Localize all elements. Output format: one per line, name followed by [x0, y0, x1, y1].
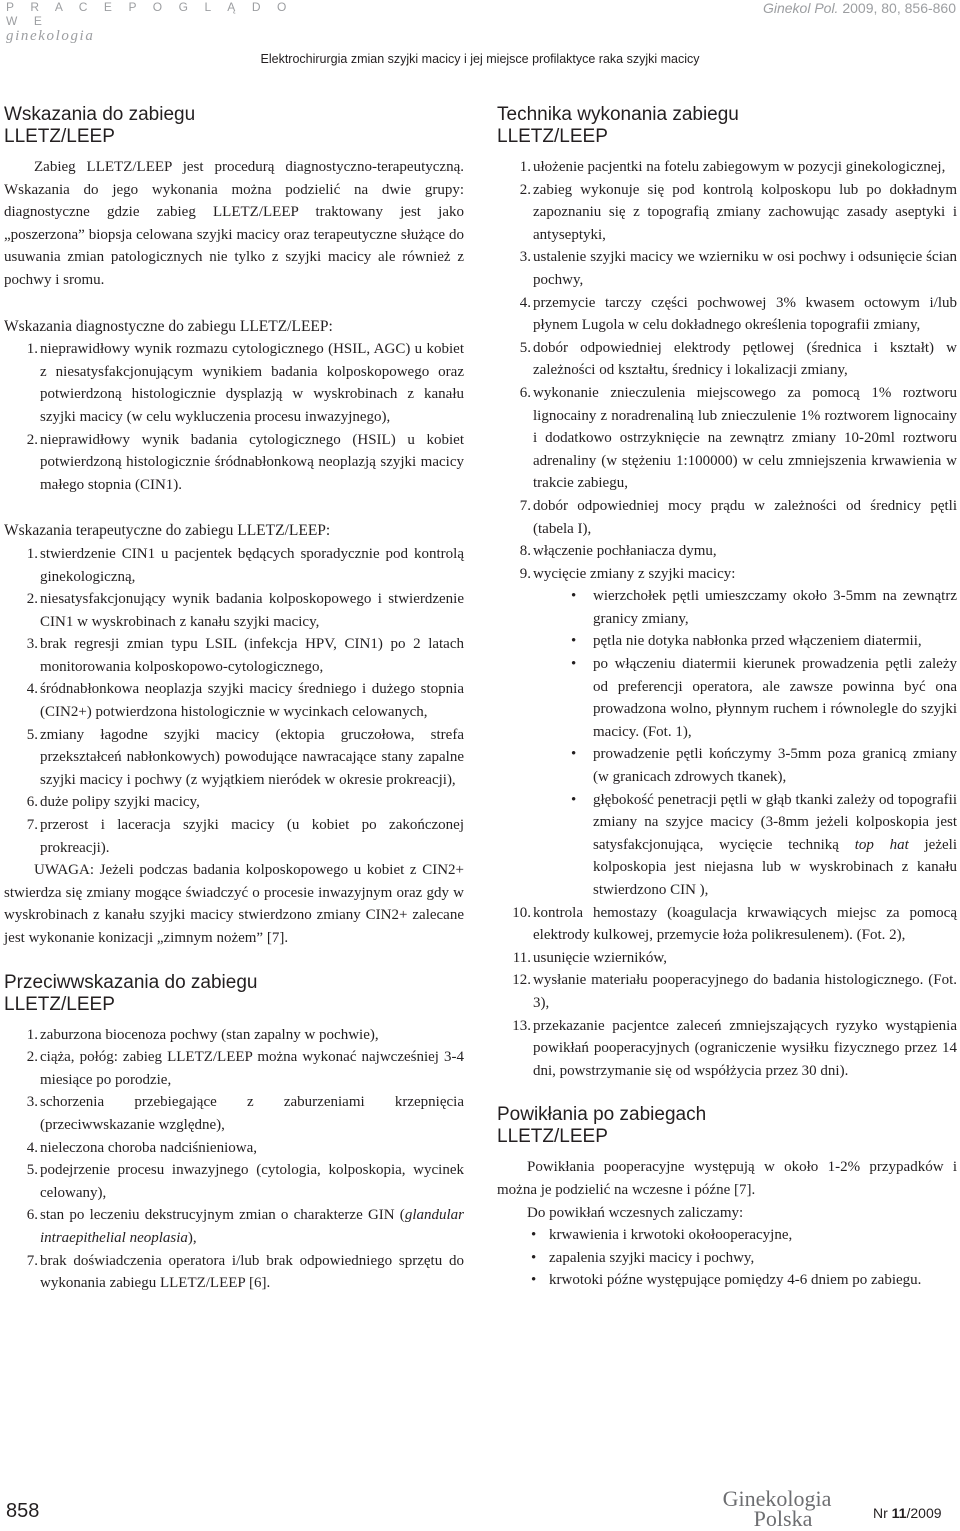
list-item: 13. przekazanie pacjentce zaleceń zmniejszających ryzyko wystąpienia powikłań pooperacyjnych (ograniczenie wysiłku fizycznego przez 14 dni, powstrzymanie się od współżycia przez 30 dni). [512, 1017, 957, 1079]
list-item: 5. dobór odpowiedniej elektrody pętlowej (średnica i kształt) w zależności od kształtu, średnicy i lokalizacji zmiany, [519, 339, 957, 379]
bullet-icon: • [571, 588, 577, 605]
list-item: 1. zaburzona biocenoza pochwy (stan zapalny w pochwie), [26, 1026, 379, 1043]
warning-note: UWAGA: Jeżeli podczas badania kolposkopowego u kobiet z CIN2+ stwierdza się zmiany mogące świadczyć o procesie inwazyjnym oraz gdy w wyskrobinach z kanału szyjki macicy stwierdzono zmiany CIN2+ zalecane jest wykonanie konizacji „zimnym nożem” [7]. [4, 862, 464, 946]
section-title-complications [497, 1104, 957, 1148]
list-item: 10. kontrola hemostazy (koagulacja krwawiących miejsc za pomocą elektrody kulkowej, przemycie łoża polikresulenem). (Fot. 2), [512, 904, 957, 944]
technique-list-continued [497, 902, 957, 1083]
list-item: 2. ciąża, połóg: zabieg LLETZ/LEEP można wykonać najwcześniej 3-4 miesiące po porodzie, [26, 1049, 464, 1088]
citation-details: 2009, 80, 856-860 [838, 0, 956, 16]
italic-term: glandular intraepithelial neoplasia [40, 1207, 464, 1246]
citation-journal: Ginekol Pol. [762, 0, 839, 16]
list-item: 12. wysłanie materiału pooperacyjnego do badania histologicznego. (Fot. 3), [512, 972, 957, 1011]
diagnostic-indications-title: Wskazania diagnostyczne do zabiegu LLETZ/LEEP: [4, 317, 333, 335]
section-title-line-2: LLETZ/LEEP [497, 1126, 608, 1148]
indications-paragraph: Zabieg LLETZ/LEEP jest procedurą diagnostyczno-terapeutyczną. Wskazania do jego wykonania można podzielić na dwie grupy: diagnostyczne gdzie zabieg LLETZ/LEEP traktowany jest jako „poszerzona” biopsja celowana szyjki macicy oraz terapeutyczne służące do usuwania zmian patologicznych nie tylko z szyjki macicy ale również z pochwy i sromu. [4, 159, 464, 288]
list-item: 6. wykonanie znieczulenia miejscowego za pomocą 1% roztworu lignocainy z noradrenaliną lub znieczulenie 1% roztworem lignocainy i dodatkowo ostrzyknięcie na zewnątrz zmiany 10-20ml roztworu adrenaliny (w stężeniu 1:100000) w celu zmniejszenia krwawienia w trakcie zabiegu, [519, 384, 957, 492]
section-title-line-1: Wskazania do zabiegu [4, 104, 196, 125]
series-label: P R A C E P O G L Ą D O W E [6, 0, 293, 28]
bullet-icon: • [531, 1227, 537, 1244]
bullet-icon: • [571, 633, 577, 650]
list-item: • prowadzenie pętli kończymy 3-5mm poza granicą zmiany (w granicach zdrowych tkanek), [557, 743, 957, 788]
issue-num: 11 [891, 1505, 907, 1521]
list-item: • krwotoki późne występujące pomiędzy 4-6 dniem po zabiegu. [529, 1269, 957, 1292]
bullet-icon: • [571, 656, 577, 673]
italic-term: top hat [854, 836, 909, 853]
journal-label: ginekologia [6, 28, 95, 44]
bullet-icon: • [571, 746, 577, 763]
logo-line-1: Ginekologia [722, 1486, 832, 1511]
list-item: 7. przerost i laceracja szyjki macicy (u kobiet po zakończonej prokreacji). [26, 817, 464, 856]
header-series-block [6, 0, 306, 45]
list-item: 6. stan po leczeniu dekstrucyjnym zmian o charakterze GIN (glandular intraepithelial neoplasia), [26, 1207, 464, 1246]
page-number: 858 [6, 1500, 40, 1522]
bullet-icon: • [531, 1272, 537, 1289]
therapeutic-indications-title: Wskazania terapeutyczne do zabiegu LLETZ/LEEP: [4, 522, 331, 540]
list-item: 4. przemycie tarczy części pochwowej 3% kwasem octowym i/lub płynem Lugola w celu dokładnego określenia topografii zmiany, [519, 294, 957, 334]
citation [763, 0, 956, 16]
bullet-icon: • [531, 1249, 537, 1266]
section-title-contraindications [4, 972, 464, 1016]
contraindications-list [4, 1024, 464, 1295]
list-item: 9. wycięcie zmiany z szyjki macicy: [519, 565, 736, 582]
list-item: 4. nieleczona choroba nadciśnieniowa, [26, 1139, 257, 1156]
technique-list [497, 156, 957, 585]
running-title: Elektrochirurgia zmian szyjki macicy i jej miejsce profilaktyce raka szyjki macicy [260, 52, 700, 66]
list-item: 1. nieprawidłowy wynik rozmazu cytologicznego (HSIL, AGC) u kobiet z niesatysfakcjonującym wynikiem badania kolposkopowego oraz potwierdzoną histologicznie dysplazją w wyskrobinach z kanału szyjki macicy (w celu wykluczenia procesu inwazyjnego), [26, 341, 464, 425]
list-item: • wierzchołek pętli umieszczamy około 3-5mm na zewnątrz granicy zmiany, [557, 585, 957, 630]
section-title-line-2: LLETZ/LEEP [4, 126, 115, 147]
section-title-technique [497, 104, 957, 148]
list-item: 5. zmiany łagodne szyjki macicy (ektopia gruczołowa, strefa przekształceń nabłonkowych) powodujące nawracające stany zapalne szyjki macicy i pochwy (z wyjątkiem nieródek w okresie prokreacji), [26, 726, 464, 788]
early-complications-list [497, 1224, 957, 1292]
list-item: 5. podejrzenie procesu inwazyjnego (cytologia, kolposkopia, wycinek celowany), [26, 1162, 464, 1201]
list-item: 3. ustalenie szyjki macicy we wzierniku w osi pochwy i odsunięcie ścian pochwy, [519, 249, 957, 288]
early-complications-intro: Do powikłań wczesnych zaliczamy: [527, 1204, 744, 1221]
list-item: 7. dobór odpowiedniej mocy prądu w zależności od średnicy pętli (tabela I), [519, 497, 957, 537]
section-title-line-1: Powikłania po zabiegach [497, 1104, 707, 1126]
list-item: 6. duże polipy szyjki macicy, [26, 794, 200, 811]
journal-logo [712, 1486, 842, 1531]
section-title-line-2: LLETZ/LEEP [4, 993, 115, 1015]
list-item: 3. brak regresji zmian typu LSIL (infekcja HPV, CIN1) po 2 latach monitorowania kolposkopowo-cytologicznego, [26, 636, 464, 675]
section-title-line-1: Przeciwwskazania do zabiegu [4, 971, 258, 993]
list-item: 1. stwierdzenie CIN1 u pacjentek będących sporadycznie pod kontrolą ginekologiczną, [26, 545, 464, 585]
list-item: 4. śródnabłonkowa neoplazja szyjki macicy średniego i dużego stopnia (CIN2+) potwierdzona histologicznie w wycinkach celowanych, [26, 681, 464, 721]
right-column [497, 104, 957, 1292]
section-title-indications [4, 104, 464, 148]
list-item: • po włączeniu diatermii kierunek prowadzenia pętli zależy od preferencji operatora, ale zawsze powinna być ona prowadzona wolno, płynnym ruchem i równolegle do szyjki macicy. (Fot. 1), [557, 653, 957, 743]
therapeutic-indications-list [4, 543, 464, 859]
list-item: 11. usunięcie wzierników, [512, 949, 667, 966]
list-item: 7. brak doświadczenia operatora i/lub brak odpowiedniego sprzętu do wykonania zabiegu LLETZ/LEEP [6]. [26, 1252, 464, 1292]
issue-number: Nr 11/2009 [873, 1505, 942, 1521]
bullet-icon: • [571, 791, 577, 808]
list-item: • pętla nie dotyka nabłonka przed włączeniem diatermii, [557, 630, 957, 653]
left-column [4, 104, 464, 1295]
section-title-line-1: Technika wykonania zabiegu [497, 104, 739, 125]
list-item: 8. włączenie pochłaniacza dymu, [519, 543, 717, 560]
list-item: 2. niesatysfakcjonujący wynik badania kolposkopowego i stwierdzenie CIN1 w wyskrobinach z kanału szyjki macicy, [26, 591, 464, 630]
list-item: 2. zabieg wykonuje się pod kontrolą kolposkopu lub po dokładnym zapoznaniu się z topografią zmiany zachowując zasady aseptyki i antyseptyki, [519, 181, 957, 243]
list-item: • głębokość penetracji pętli w głąb tkanki zależy od topografii zmiany na szyjce macicy (3-8mm jeżeli kolposkopia jest satysfakcjonująca, wycięcie techniką top hat jeżeli kolposkopia jest niejasna lub w wyskrobinach z kanału stwierdzono CIN ), [557, 789, 957, 902]
section-title-line-2: LLETZ/LEEP [497, 126, 608, 147]
list-item: • zapalenia szyjki macicy i pochwy, [529, 1247, 957, 1270]
complications-paragraph: Powikłania pooperacyjne występują w około 1-2% przypadków i można je podzielić na wczesne i późne [7]. [497, 1159, 957, 1198]
list-item: 1. ułożenie pacjentki na fotelu zabiegowym w pozycji ginekologicznej, [519, 159, 946, 175]
logo-line-2: Polska [753, 1506, 813, 1531]
list-item: • krwawienia i krwotoki okołooperacyjne, [529, 1224, 957, 1247]
list-item: 2. nieprawidłowy wynik badania cytologicznego (HSIL) u kobiet potwierdzoną histologicznie śródnabłonkową neoplazją szyjki macicy małego stopnia (CIN1). [26, 431, 464, 493]
list-item: 3. schorzenia przebiegające z zaburzeniami krzepnięcia (przeciwwskazanie względne), [26, 1094, 464, 1133]
diagnostic-indications-list [4, 338, 464, 496]
excision-steps-list [497, 585, 957, 901]
